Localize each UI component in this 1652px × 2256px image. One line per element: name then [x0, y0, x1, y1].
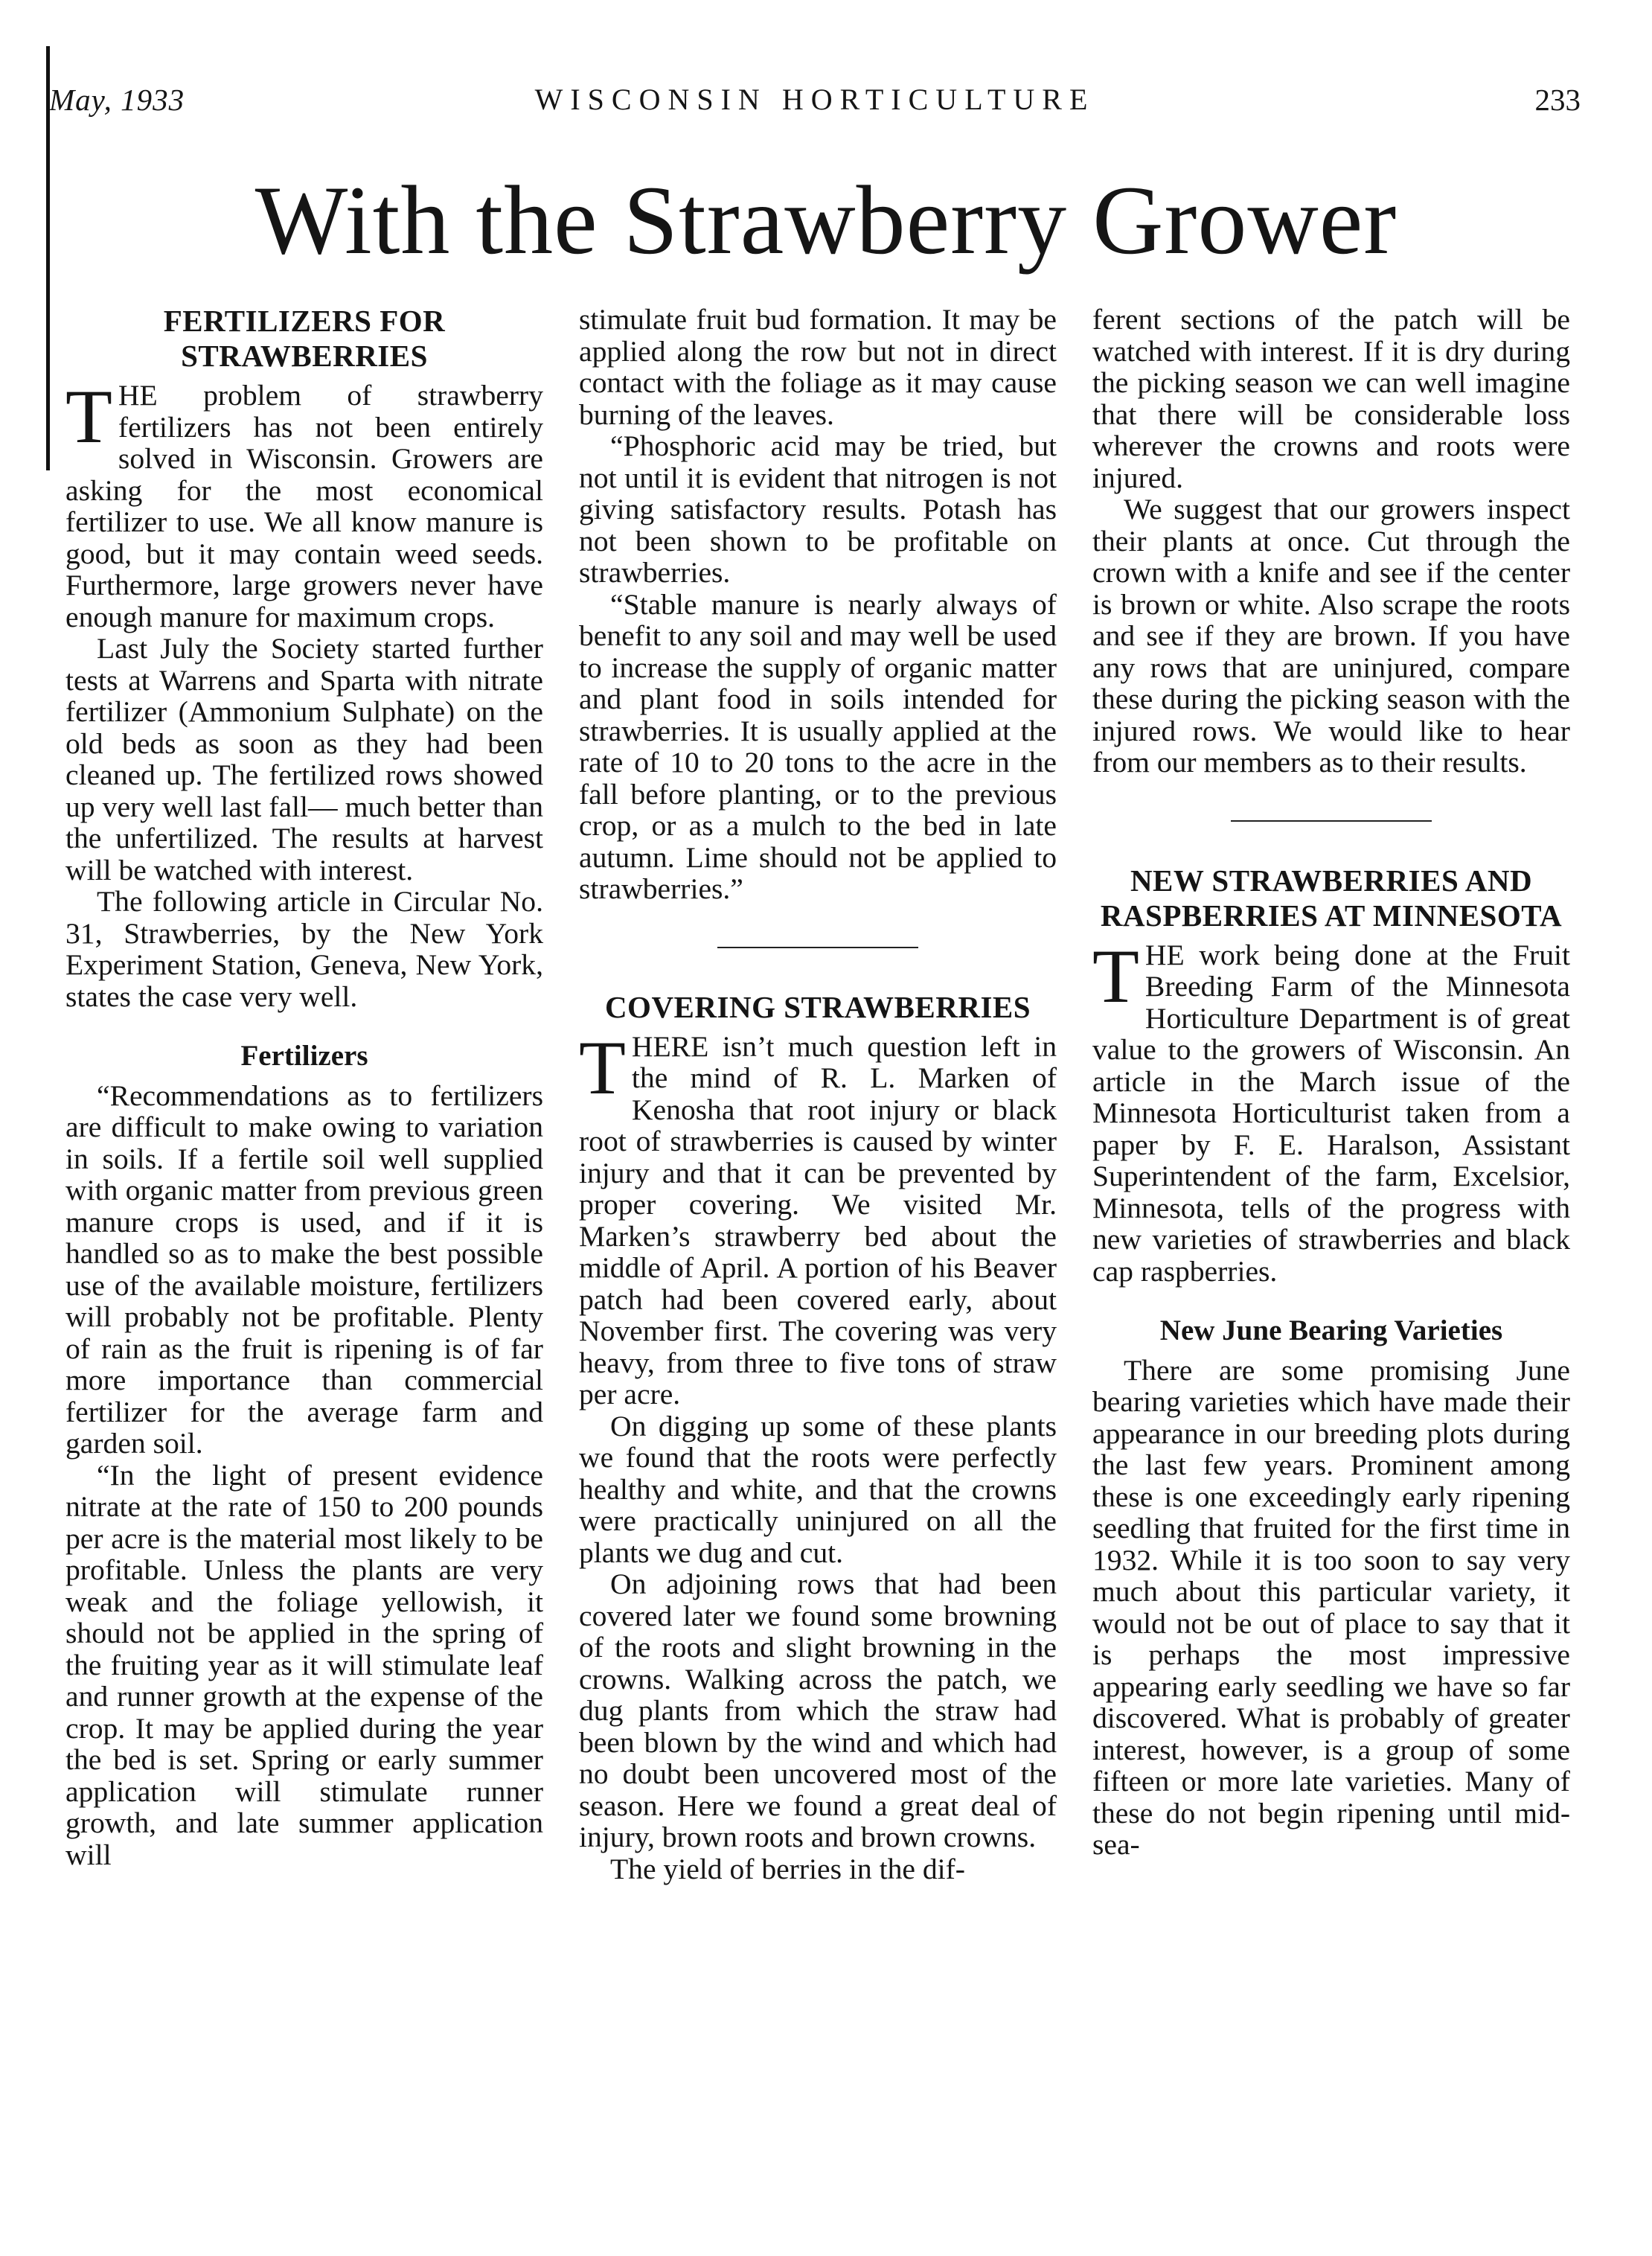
paragraph: “Recommendations as to fertilizers are difficult to make owing to variation in soils. If a fertile soil well supplied with organic matter from previous green manure crops is used, and if it is handled so as to make the best possible use of the available moisture, fertilizers will probably not be profitable. Plenty of rain as the fruit is ripening is of far more importance than commercial fertilizer for the average farm and garden soil.	[65, 1079, 543, 1460]
article-title: With the Strawberry Grower	[254, 165, 1398, 275]
subheading-fertilizers: Fertilizers	[240, 1040, 368, 1072]
paragraph: THE problem of strawberry fertilizers has not been entirely solved in Wisconsin. Growers are asking for the most economical fertilizer to use. We all know manure is good, but it may contain weed seeds. Furthermore, large growers never have enough manure for maximum crops.	[65, 374, 543, 633]
section-heading-fertilizers: FERTILIZERS FOR STRAWBERRIES	[163, 304, 446, 373]
paragraph: “Stable manure is nearly always of benefit to any soil and may well be used to increase the supply of organic matter and plant food in soils intended for strawberries. It is usually applied at the rate of 10 to 20 tons to the acre in the fall before planting, or to the previous crop, or as a mulch to the bed in late autumn. Lime should not be applied to strawberries.”	[579, 587, 1057, 905]
paragraph: The following article in Circular No. 31, Strawberries, by the New York Experiment Station, Geneva, New York, states the case very well.	[65, 885, 543, 1013]
drop-cap: T	[65, 374, 112, 459]
column-3	[1092, 304, 1570, 1861]
paragraph: We suggest that our growers inspect their plants at once. Cut through the crown with a knife and see if the center is brown or white. Also scrape the roots and see if they are brown. If you have any rows that are uninjured, compare these during the picking season with the injured rows. We would like to hear from our members as to their results.	[1092, 493, 1570, 779]
paragraph: There are some promising June bearing varieties which have made their appearance in our breeding plots during the last few years. Prominent among these is one exceedingly early ripening seedling that fruited for the first time in 1932. While it is too soon to say very much about this particular variety, it would not be out of place to say that it is perhaps the most impressive appearing early seedling we have so far discovered. What is probably of greater interest, however, is a group of some fifteen or more late varieties. Many of these do not begin ripening until mid-sea-	[1092, 1353, 1570, 1861]
magazine-title: WISCONSIN HORTICULTURE	[534, 83, 1095, 116]
paragraph: The yield of berries in the dif-	[610, 1852, 965, 1885]
page-number: 233	[1534, 83, 1581, 117]
section-heading-new-strawberries: NEW STRAWBERRIES AND RASPBERRIES AT MINNESOTA	[1100, 863, 1563, 933]
paragraph: ferent sections of the patch will be watched with interest. If it is dry during the picking season we can well imagine that there will be considerable loss wherever the crowns and roots were injured.	[1092, 303, 1570, 494]
paragraph: “Phosphoric acid may be tried, but not until it is evident that nitrogen is not giving satisfactory results. Potash has not been shown to be profitable on strawberries.	[579, 429, 1057, 589]
paragraph: On digging up some of these plants we found that the roots were perfectly healthy and white, and that the crowns were practically uninjured on all the plants we dug and cut.	[579, 1409, 1057, 1569]
paragraph: THERE isn’t much question left in the mind of R. L. Marken of Kenosha that root injury or black root of strawberries is caused by winter injury and that it can be prevented by proper covering. We visited Mr. Marken’s strawberry bed about the middle of April. A portion of his Beaver patch had been covered early, about November first. The covering was very heavy, from three to five tons of straw per acre.	[579, 1025, 1057, 1410]
section-heading-covering: COVERING STRAWBERRIES	[604, 989, 1031, 1024]
column-2	[579, 304, 1057, 1885]
subheading-june-bearing: New June Bearing Varieties	[1159, 1314, 1503, 1346]
paragraph: On adjoining rows that had been covered later we found some browning of the roots and slight browning in the crowns. Walking across the patch, we dug plants from which the straw had been blown by the wind and which had no doubt been uncovered most of the season. Here we found a great deal of injury, brown roots and brown crowns.	[579, 1568, 1057, 1853]
paragraph: stimulate fruit bud formation. It may be applied along the row but not in direct contact with the foliage as it may cause burning of the leaves.	[579, 303, 1057, 431]
paragraph: Last July the Society started further tests at Warrens and Sparta with nitrate fertilizer (Ammonium Sulphate) on the old beds as soon as they had been cleaned up. The fertilized rows showed up very well last fall— much better than the unfertilized. The results at harvest will be watched with interest.	[65, 632, 543, 886]
running-header	[49, 82, 1581, 127]
drop-cap: T	[579, 1025, 626, 1111]
paragraph: “In the light of present evidence nitrate at the rate of 150 to 200 pounds per acre is the material most likely to be profitable. Unless the plants are very weak and the foliage yellowish, it should not be applied in the spring of the fruiting year as it will stimulate leaf and runner growth at the expense of the crop. It may be applied during the year the bed is set. Spring or early summer application will stimulate runner growth, and late summer application will	[65, 1458, 543, 1871]
issue-date: May, 1933	[49, 83, 185, 117]
drop-cap: T	[1092, 933, 1139, 1019]
section-divider	[1231, 820, 1432, 822]
section-divider	[717, 947, 918, 948]
paragraph: THE work being done at the Fruit Breeding Farm of the Minnesota Horticulture Department is of great value to the growers of Wisconsin. An article in the March issue of the Minnesota Horticulturist taken from a paper by F. E. Haralson, Assistant Superintendent of the farm, Excelsior, Minnesota, tells of the progress with new varieties of strawberries and black cap raspberries.	[1092, 933, 1570, 1288]
column-1	[65, 304, 543, 1870]
